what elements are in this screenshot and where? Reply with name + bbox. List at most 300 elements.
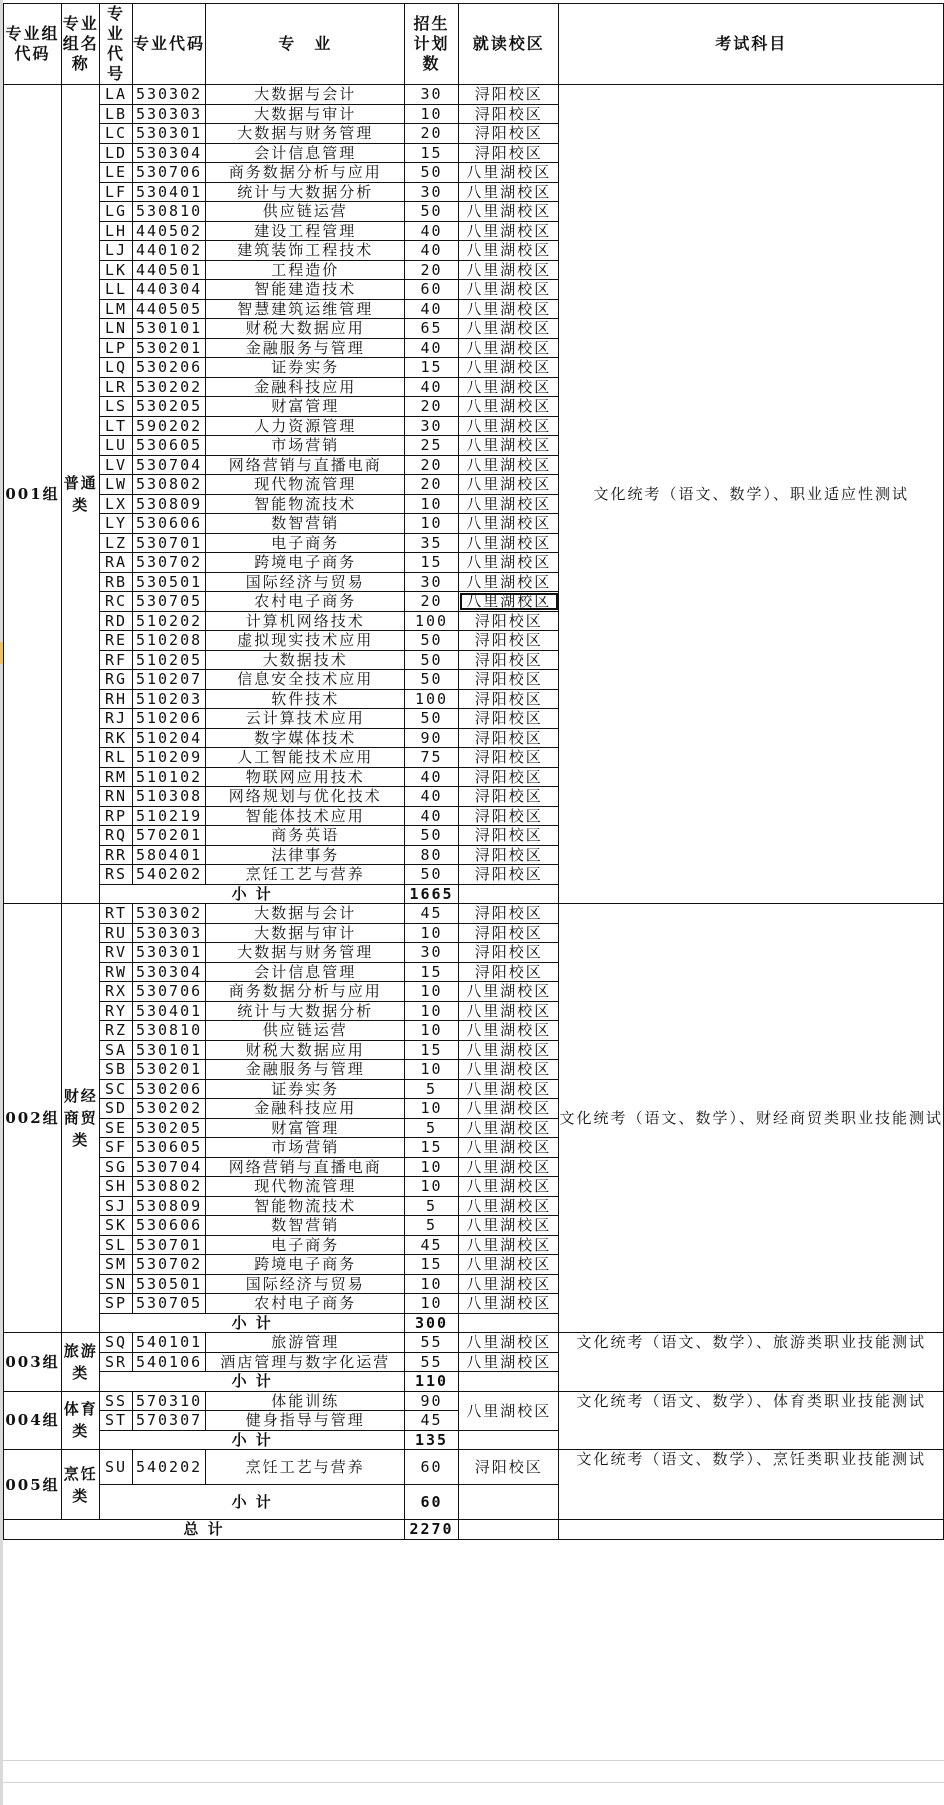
major-code-cell[interactable]: 530302	[132, 904, 206, 924]
major-name-cell[interactable]: 人力资源管理	[206, 416, 404, 436]
quota-cell[interactable]: 10	[404, 104, 458, 124]
major-no-cell[interactable]: LQ	[100, 358, 132, 378]
major-code-cell[interactable]: 530401	[132, 182, 206, 202]
major-name-cell[interactable]: 财税大数据应用	[206, 319, 404, 339]
quota-cell[interactable]: 10	[404, 514, 458, 534]
group-code-cell[interactable]: 003组	[4, 1333, 62, 1392]
major-code-cell[interactable]: 530605	[132, 436, 206, 456]
major-code-cell[interactable]: 530802	[132, 1177, 206, 1197]
major-name-cell[interactable]: 数字媒体技术	[206, 728, 404, 748]
quota-cell[interactable]: 75	[404, 748, 458, 768]
quota-cell[interactable]: 40	[404, 299, 458, 319]
major-code-cell[interactable]: 530810	[132, 202, 206, 222]
major-name-cell[interactable]: 国际经济与贸易	[206, 572, 404, 592]
campus-cell[interactable]: 八里湖校区	[459, 514, 559, 534]
quota-cell[interactable]: 40	[404, 767, 458, 787]
major-code-cell[interactable]: 530205	[132, 397, 206, 417]
quota-cell[interactable]: 55	[404, 1333, 458, 1353]
quota-cell[interactable]: 10	[404, 1157, 458, 1177]
exam-subjects-cell[interactable]: 文化统考（语文、数学）、烹饪类职业技能测试	[559, 1450, 944, 1520]
major-no-cell[interactable]: RC	[100, 592, 132, 612]
quota-cell[interactable]: 20	[404, 260, 458, 280]
major-code-cell[interactable]: 540101	[132, 1333, 206, 1353]
major-name-cell[interactable]: 体能训练	[206, 1391, 404, 1411]
campus-cell[interactable]: 八里湖校区	[459, 572, 559, 592]
major-no-cell[interactable]: RB	[100, 572, 132, 592]
major-name-cell[interactable]: 供应链运营	[206, 202, 404, 222]
major-code-cell[interactable]: 530705	[132, 592, 206, 612]
campus-cell[interactable]: 八里湖校区	[459, 982, 559, 1002]
quota-cell[interactable]: 60	[404, 280, 458, 300]
exam-subjects-cell[interactable]: 文化统考（语文、数学）、旅游类职业技能测试	[559, 1333, 944, 1392]
campus-cell[interactable]: 八里湖校区	[459, 1274, 559, 1294]
campus-cell[interactable]: 八里湖校区	[459, 475, 559, 495]
group-name-cell[interactable]: 烹饪类	[61, 1450, 99, 1520]
grand-total-value[interactable]: 2270	[404, 1520, 458, 1540]
major-name-cell[interactable]: 市场营销	[206, 1138, 404, 1158]
campus-cell[interactable]: 八里湖校区	[459, 358, 559, 378]
major-name-cell[interactable]: 软件技术	[206, 689, 404, 709]
major-no-cell[interactable]: SJ	[100, 1196, 132, 1216]
quota-cell[interactable]: 25	[404, 436, 458, 456]
major-name-cell[interactable]: 财富管理	[206, 1118, 404, 1138]
major-name-cell[interactable]: 大数据与审计	[206, 104, 404, 124]
major-name-cell[interactable]: 现代物流管理	[206, 1177, 404, 1197]
campus-cell[interactable]: 八里湖校区	[459, 221, 559, 241]
major-no-cell[interactable]: RR	[100, 845, 132, 865]
major-name-cell[interactable]: 证券实务	[206, 358, 404, 378]
major-no-cell[interactable]: SS	[100, 1391, 132, 1411]
campus-cell[interactable]: 浔阳校区	[459, 943, 559, 963]
major-no-cell[interactable]: LY	[100, 514, 132, 534]
campus-cell[interactable]: 浔阳校区	[459, 962, 559, 982]
major-name-cell[interactable]: 计算机网络技术	[206, 611, 404, 631]
major-no-cell[interactable]: SC	[100, 1079, 132, 1099]
empty-campus-cell[interactable]	[459, 1313, 559, 1333]
major-no-cell[interactable]: SU	[100, 1450, 132, 1485]
major-code-cell[interactable]: 530302	[132, 85, 206, 105]
major-code-cell[interactable]: 590202	[132, 416, 206, 436]
quota-cell[interactable]: 20	[404, 475, 458, 495]
major-code-cell[interactable]: 540202	[132, 1450, 206, 1485]
major-no-cell[interactable]: LM	[100, 299, 132, 319]
major-code-cell[interactable]: 510219	[132, 806, 206, 826]
major-code-cell[interactable]: 530701	[132, 533, 206, 553]
major-name-cell[interactable]: 跨境电子商务	[206, 1255, 404, 1275]
campus-cell[interactable]: 浔阳校区	[459, 611, 559, 631]
quota-cell[interactable]: 5	[404, 1216, 458, 1236]
subtotal-value[interactable]: 60	[404, 1485, 458, 1520]
major-name-cell[interactable]: 大数据与会计	[206, 85, 404, 105]
major-name-cell[interactable]: 建筑装饰工程技术	[206, 241, 404, 261]
campus-cell[interactable]: 浔阳校区	[459, 1450, 559, 1485]
major-code-cell[interactable]: 530702	[132, 1255, 206, 1275]
major-code-cell[interactable]: 530706	[132, 982, 206, 1002]
group-name-cell[interactable]: 财经商贸类	[61, 904, 99, 1333]
campus-cell[interactable]: 浔阳校区	[459, 787, 559, 807]
major-no-cell[interactable]: LL	[100, 280, 132, 300]
quota-cell[interactable]: 30	[404, 943, 458, 963]
quota-cell[interactable]: 50	[404, 163, 458, 183]
campus-cell[interactable]: 浔阳校区	[459, 709, 559, 729]
major-name-cell[interactable]: 统计与大数据分析	[206, 1001, 404, 1021]
major-name-cell[interactable]: 农村电子商务	[206, 1294, 404, 1314]
campus-cell[interactable]: 浔阳校区	[459, 85, 559, 105]
campus-cell[interactable]: 八里湖校区	[459, 280, 559, 300]
major-no-cell[interactable]: RN	[100, 787, 132, 807]
major-code-cell[interactable]: 540106	[132, 1352, 206, 1372]
major-name-cell[interactable]: 数智营销	[206, 1216, 404, 1236]
major-code-cell[interactable]: 510209	[132, 748, 206, 768]
campus-cell[interactable]: 浔阳校区	[459, 124, 559, 144]
major-code-cell[interactable]: 530810	[132, 1021, 206, 1041]
quota-cell[interactable]: 65	[404, 319, 458, 339]
quota-cell[interactable]: 15	[404, 1138, 458, 1158]
major-no-cell[interactable]: LB	[100, 104, 132, 124]
major-no-cell[interactable]: LC	[100, 124, 132, 144]
major-code-cell[interactable]: 530705	[132, 1294, 206, 1314]
major-code-cell[interactable]: 570201	[132, 826, 206, 846]
campus-cell[interactable]: 八里湖校区	[459, 182, 559, 202]
major-code-cell[interactable]: 530201	[132, 338, 206, 358]
major-code-cell[interactable]: 530202	[132, 377, 206, 397]
major-name-cell[interactable]: 国际经济与贸易	[206, 1274, 404, 1294]
major-no-cell[interactable]: RF	[100, 650, 132, 670]
major-name-cell[interactable]: 农村电子商务	[206, 592, 404, 612]
quota-cell[interactable]: 20	[404, 592, 458, 612]
campus-cell[interactable]: 八里湖校区	[459, 455, 559, 475]
major-name-cell[interactable]: 金融服务与管理	[206, 1060, 404, 1080]
major-no-cell[interactable]: RX	[100, 982, 132, 1002]
campus-cell[interactable]: 八里湖校区	[459, 1333, 559, 1353]
major-no-cell[interactable]: SD	[100, 1099, 132, 1119]
empty-campus-cell[interactable]	[459, 1485, 559, 1520]
campus-cell[interactable]: 八里湖校区	[459, 1060, 559, 1080]
major-no-cell[interactable]: SK	[100, 1216, 132, 1236]
group-name-cell[interactable]: 旅游类	[61, 1333, 99, 1392]
major-name-cell[interactable]: 智能体技术应用	[206, 806, 404, 826]
exam-subjects-cell[interactable]: 文化统考（语文、数学）、体育类职业技能测试	[559, 1391, 944, 1450]
major-name-cell[interactable]: 物联网应用技术	[206, 767, 404, 787]
major-code-cell[interactable]: 510205	[132, 650, 206, 670]
campus-cell[interactable]: 八里湖校区	[459, 1001, 559, 1021]
empty-campus-cell[interactable]	[459, 1372, 559, 1392]
major-no-cell[interactable]: RZ	[100, 1021, 132, 1041]
quota-cell[interactable]: 10	[404, 1021, 458, 1041]
exam-subjects-cell[interactable]: 文化统考（语文、数学）、职业适应性测试	[559, 85, 944, 904]
quota-cell[interactable]: 80	[404, 845, 458, 865]
group-code-cell[interactable]: 005组	[4, 1450, 62, 1520]
major-no-cell[interactable]: SB	[100, 1060, 132, 1080]
major-no-cell[interactable]: LU	[100, 436, 132, 456]
exam-subjects-cell[interactable]: 文化统考（语文、数学）、财经商贸类职业技能测试	[559, 904, 944, 1333]
major-no-cell[interactable]: RJ	[100, 709, 132, 729]
quota-cell[interactable]: 20	[404, 397, 458, 417]
quota-cell[interactable]: 40	[404, 806, 458, 826]
major-no-cell[interactable]: RU	[100, 923, 132, 943]
major-no-cell[interactable]: LN	[100, 319, 132, 339]
major-no-cell[interactable]: RA	[100, 553, 132, 573]
major-name-cell[interactable]: 商务数据分析与应用	[206, 982, 404, 1002]
major-name-cell[interactable]: 烹饪工艺与营养	[206, 1450, 404, 1485]
major-no-cell[interactable]: SG	[100, 1157, 132, 1177]
major-code-cell[interactable]: 530304	[132, 962, 206, 982]
quota-cell[interactable]: 15	[404, 1040, 458, 1060]
campus-cell[interactable]: 八里湖校区	[459, 260, 559, 280]
major-name-cell[interactable]: 统计与大数据分析	[206, 182, 404, 202]
campus-cell[interactable]: 浔阳校区	[459, 767, 559, 787]
quota-cell[interactable]: 90	[404, 728, 458, 748]
campus-cell[interactable]: 浔阳校区	[459, 104, 559, 124]
major-code-cell[interactable]: 530303	[132, 104, 206, 124]
major-name-cell[interactable]: 大数据技术	[206, 650, 404, 670]
major-name-cell[interactable]: 金融科技应用	[206, 1099, 404, 1119]
quota-cell[interactable]: 10	[404, 1274, 458, 1294]
campus-cell[interactable]: 浔阳校区	[459, 650, 559, 670]
major-name-cell[interactable]: 证券实务	[206, 1079, 404, 1099]
major-name-cell[interactable]: 智能建造技术	[206, 280, 404, 300]
campus-cell[interactable]: 浔阳校区	[459, 670, 559, 690]
major-code-cell[interactable]: 530206	[132, 1079, 206, 1099]
major-name-cell[interactable]: 信息安全技术应用	[206, 670, 404, 690]
quota-cell[interactable]: 5	[404, 1118, 458, 1138]
quota-cell[interactable]: 15	[404, 143, 458, 163]
major-name-cell[interactable]: 电子商务	[206, 1235, 404, 1255]
major-name-cell[interactable]: 烹饪工艺与营养	[206, 865, 404, 885]
quota-cell[interactable]: 35	[404, 533, 458, 553]
major-no-cell[interactable]: RL	[100, 748, 132, 768]
campus-cell[interactable]: 浔阳校区	[459, 826, 559, 846]
quota-cell[interactable]: 100	[404, 689, 458, 709]
campus-cell[interactable]: 八里湖校区	[459, 1157, 559, 1177]
major-no-cell[interactable]: LP	[100, 338, 132, 358]
quota-cell[interactable]: 45	[404, 904, 458, 924]
subtotal-value[interactable]: 300	[404, 1313, 458, 1333]
major-code-cell[interactable]: 440505	[132, 299, 206, 319]
major-name-cell[interactable]: 虚拟现实技术应用	[206, 631, 404, 651]
quota-cell[interactable]: 50	[404, 650, 458, 670]
major-code-cell[interactable]: 510204	[132, 728, 206, 748]
subtotal-value[interactable]: 110	[404, 1372, 458, 1392]
major-code-cell[interactable]: 530206	[132, 358, 206, 378]
quota-cell[interactable]: 30	[404, 182, 458, 202]
quota-cell[interactable]: 15	[404, 962, 458, 982]
campus-cell[interactable]: 八里湖校区	[459, 1216, 559, 1236]
campus-cell[interactable]: 八里湖校区	[459, 436, 559, 456]
major-code-cell[interactable]: 510202	[132, 611, 206, 631]
quota-cell[interactable]: 10	[404, 1001, 458, 1021]
subtotal-value[interactable]: 1665	[404, 884, 458, 904]
major-code-cell[interactable]: 530101	[132, 319, 206, 339]
quota-cell[interactable]: 50	[404, 826, 458, 846]
major-no-cell[interactable]: LR	[100, 377, 132, 397]
major-name-cell[interactable]: 商务英语	[206, 826, 404, 846]
major-code-cell[interactable]: 530205	[132, 1118, 206, 1138]
campus-cell[interactable]: 八里湖校区	[459, 1079, 559, 1099]
quota-cell[interactable]: 40	[404, 787, 458, 807]
major-name-cell[interactable]: 金融服务与管理	[206, 338, 404, 358]
major-no-cell[interactable]: LT	[100, 416, 132, 436]
major-no-cell[interactable]: SH	[100, 1177, 132, 1197]
quota-cell[interactable]: 50	[404, 709, 458, 729]
major-no-cell[interactable]: RV	[100, 943, 132, 963]
major-name-cell[interactable]: 大数据与财务管理	[206, 943, 404, 963]
major-name-cell[interactable]: 网络营销与直播电商	[206, 455, 404, 475]
major-no-cell[interactable]: LS	[100, 397, 132, 417]
major-no-cell[interactable]: LG	[100, 202, 132, 222]
campus-cell[interactable]: 八里湖校区	[459, 1177, 559, 1197]
campus-cell[interactable]: 浔阳校区	[459, 143, 559, 163]
campus-cell[interactable]: 八里湖校区	[459, 592, 559, 612]
major-no-cell[interactable]: SL	[100, 1235, 132, 1255]
campus-cell[interactable]: 浔阳校区	[459, 728, 559, 748]
major-no-cell[interactable]: SN	[100, 1274, 132, 1294]
major-name-cell[interactable]: 酒店管理与数字化运营	[206, 1352, 404, 1372]
empty-campus-cell[interactable]	[459, 1430, 559, 1450]
major-no-cell[interactable]: ST	[100, 1411, 132, 1431]
major-no-cell[interactable]: LA	[100, 85, 132, 105]
major-no-cell[interactable]: RH	[100, 689, 132, 709]
quota-cell[interactable]: 40	[404, 377, 458, 397]
major-name-cell[interactable]: 大数据与财务管理	[206, 124, 404, 144]
major-code-cell[interactable]: 530606	[132, 514, 206, 534]
campus-cell[interactable]: 八里湖校区	[459, 377, 559, 397]
major-code-cell[interactable]: 440502	[132, 221, 206, 241]
major-name-cell[interactable]: 云计算技术应用	[206, 709, 404, 729]
campus-cell[interactable]: 浔阳校区	[459, 904, 559, 924]
campus-cell[interactable]: 八里湖校区	[459, 1235, 559, 1255]
major-no-cell[interactable]: SM	[100, 1255, 132, 1275]
campus-cell[interactable]: 浔阳校区	[459, 631, 559, 651]
major-code-cell[interactable]: 570307	[132, 1411, 206, 1431]
quota-cell[interactable]: 15	[404, 553, 458, 573]
major-code-cell[interactable]: 530606	[132, 1216, 206, 1236]
quota-cell[interactable]: 30	[404, 572, 458, 592]
major-code-cell[interactable]: 530706	[132, 163, 206, 183]
major-name-cell[interactable]: 市场营销	[206, 436, 404, 456]
quota-cell[interactable]: 5	[404, 1079, 458, 1099]
campus-cell[interactable]: 八里湖校区	[459, 1021, 559, 1041]
major-no-cell[interactable]: RG	[100, 670, 132, 690]
campus-cell[interactable]: 八里湖校区	[459, 1294, 559, 1314]
major-name-cell[interactable]: 法律事务	[206, 845, 404, 865]
major-no-cell[interactable]: RW	[100, 962, 132, 982]
major-no-cell[interactable]: RY	[100, 1001, 132, 1021]
major-name-cell[interactable]: 会计信息管理	[206, 962, 404, 982]
quota-cell[interactable]: 40	[404, 221, 458, 241]
major-code-cell[interactable]: 440304	[132, 280, 206, 300]
major-no-cell[interactable]: LX	[100, 494, 132, 514]
major-no-cell[interactable]: LD	[100, 143, 132, 163]
major-no-cell[interactable]: RK	[100, 728, 132, 748]
major-name-cell[interactable]: 财税大数据应用	[206, 1040, 404, 1060]
campus-cell[interactable]: 八里湖校区	[459, 1196, 559, 1216]
major-no-cell[interactable]: RE	[100, 631, 132, 651]
quota-cell[interactable]: 15	[404, 358, 458, 378]
major-no-cell[interactable]: SA	[100, 1040, 132, 1060]
quota-cell[interactable]: 90	[404, 1391, 458, 1411]
major-code-cell[interactable]: 530501	[132, 572, 206, 592]
major-no-cell[interactable]: RT	[100, 904, 132, 924]
campus-cell[interactable]: 八里湖校区	[459, 319, 559, 339]
campus-cell[interactable]: 八里湖校区	[459, 397, 559, 417]
major-code-cell[interactable]: 440102	[132, 241, 206, 261]
major-code-cell[interactable]: 530605	[132, 1138, 206, 1158]
major-code-cell[interactable]: 580401	[132, 845, 206, 865]
major-code-cell[interactable]: 510208	[132, 631, 206, 651]
major-name-cell[interactable]: 跨境电子商务	[206, 553, 404, 573]
major-no-cell[interactable]: LF	[100, 182, 132, 202]
major-code-cell[interactable]: 530301	[132, 124, 206, 144]
group-name-cell[interactable]: 普通类	[61, 85, 99, 904]
group-code-cell[interactable]: 004组	[4, 1391, 62, 1450]
major-name-cell[interactable]: 旅游管理	[206, 1333, 404, 1353]
quota-cell[interactable]: 30	[404, 416, 458, 436]
quota-cell[interactable]: 20	[404, 455, 458, 475]
major-code-cell[interactable]: 530501	[132, 1274, 206, 1294]
major-code-cell[interactable]: 510203	[132, 689, 206, 709]
major-name-cell[interactable]: 健身指导与管理	[206, 1411, 404, 1431]
major-name-cell[interactable]: 数智营销	[206, 514, 404, 534]
campus-cell[interactable]: 八里湖校区	[459, 202, 559, 222]
major-no-cell[interactable]: RQ	[100, 826, 132, 846]
major-name-cell[interactable]: 网络规划与优化技术	[206, 787, 404, 807]
major-no-cell[interactable]: LZ	[100, 533, 132, 553]
empty-campus-cell[interactable]	[459, 1520, 559, 1540]
quota-cell[interactable]: 45	[404, 1235, 458, 1255]
quota-cell[interactable]: 20	[404, 124, 458, 144]
empty-exam-cell[interactable]	[559, 1520, 944, 1540]
major-name-cell[interactable]: 供应链运营	[206, 1021, 404, 1041]
quota-cell[interactable]: 10	[404, 982, 458, 1002]
campus-cell[interactable]: 八里湖校区	[459, 241, 559, 261]
campus-cell[interactable]: 浔阳校区	[459, 865, 559, 885]
major-code-cell[interactable]: 510206	[132, 709, 206, 729]
major-code-cell[interactable]: 530303	[132, 923, 206, 943]
major-code-cell[interactable]: 510207	[132, 670, 206, 690]
major-name-cell[interactable]: 财富管理	[206, 397, 404, 417]
group-name-cell[interactable]: 体育类	[61, 1391, 99, 1450]
quota-cell[interactable]: 50	[404, 631, 458, 651]
campus-cell[interactable]: 八里湖校区	[459, 494, 559, 514]
major-code-cell[interactable]: 510102	[132, 767, 206, 787]
subtotal-value[interactable]: 135	[404, 1430, 458, 1450]
major-no-cell[interactable]: LV	[100, 455, 132, 475]
campus-cell[interactable]: 浔阳校区	[459, 923, 559, 943]
quota-cell[interactable]: 45	[404, 1411, 458, 1431]
major-code-cell[interactable]: 530101	[132, 1040, 206, 1060]
major-code-cell[interactable]: 530301	[132, 943, 206, 963]
major-name-cell[interactable]: 工程造价	[206, 260, 404, 280]
major-code-cell[interactable]: 530802	[132, 475, 206, 495]
campus-cell[interactable]: 八里湖校区	[459, 299, 559, 319]
quota-cell[interactable]: 40	[404, 338, 458, 358]
quota-cell[interactable]: 10	[404, 1060, 458, 1080]
campus-cell[interactable]: 浔阳校区	[459, 689, 559, 709]
major-code-cell[interactable]: 530809	[132, 1196, 206, 1216]
major-code-cell[interactable]: 530704	[132, 1157, 206, 1177]
major-code-cell[interactable]: 530201	[132, 1060, 206, 1080]
campus-cell[interactable]: 八里湖校区	[459, 416, 559, 436]
major-no-cell[interactable]: RP	[100, 806, 132, 826]
quota-cell[interactable]: 55	[404, 1352, 458, 1372]
major-code-cell[interactable]: 540202	[132, 865, 206, 885]
major-name-cell[interactable]: 智能物流技术	[206, 1196, 404, 1216]
major-no-cell[interactable]: SP	[100, 1294, 132, 1314]
quota-cell[interactable]: 15	[404, 1255, 458, 1275]
empty-campus-cell[interactable]	[459, 884, 559, 904]
major-code-cell[interactable]: 530702	[132, 553, 206, 573]
